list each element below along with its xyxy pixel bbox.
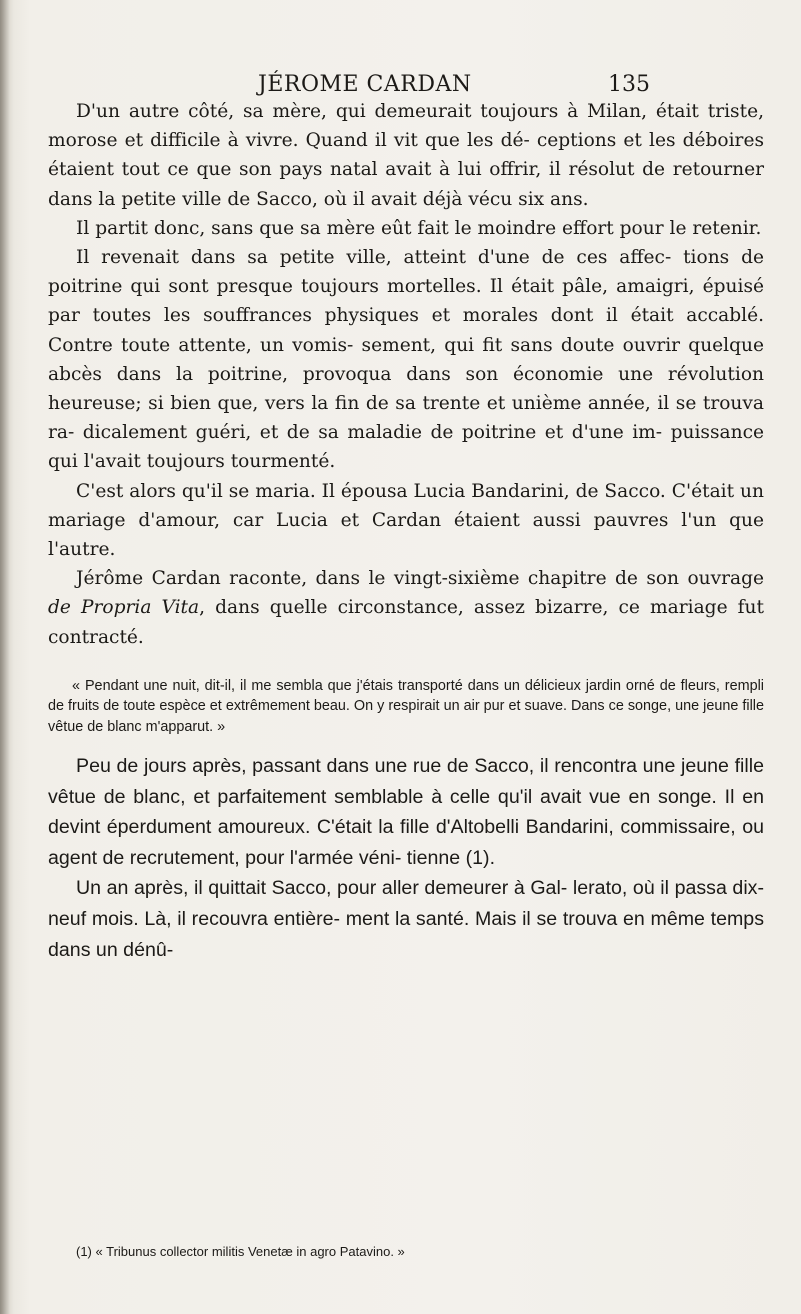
paragraph-5-text-start: Jérôme Cardan raconte, dans le vingt-sixième chapitre de son ouvrage	[76, 568, 764, 590]
paragraph-2: Il partit donc, sans que sa mère eût fait le moindre effort pour le retenir.	[76, 217, 762, 239]
book-title-italic: de Propria Vita	[48, 597, 200, 619]
paragraph-3: Il revenait dans sa petite ville, atteint d'une de ces affec- tions de poitrine qui sont presque toujours mortelles. Il était pâle, amaigri, épuisé par toutes les souffrances physiques et morales dont il était accablé. Contre toute attente, un vomis- sement, qui fit sans doute ouvrir quelque abcès dans la poitrine, provoqua dans son économie une révolution heureuse; si bien que, vers la fin de sa trente et unième année, il se trouva ra- dicalement guéri, et de sa maladie de poitrine et d'une im- puissance qui l'avait toujours tourmenté.	[48, 247, 764, 473]
body-text	[48, 97, 764, 965]
paragraph-4: C'est alors qu'il se maria. Il épousa Lucia Bandarini, de Sacco. C'était un mariage d'amour, car Lucia et Cardan étaient aussi pauvres l'un que l'autre.	[48, 480, 764, 561]
page-number: 135	[608, 72, 650, 97]
dream-quote: « Pendant une nuit, dit-il, il me sembla que j'étais transporté dans un délicieux jardin orné de fleurs, rempli de fruits de toute espèce et extrêmement beau. On y respirait un air pur et suave. Dans ce songe, une jeune fille vêtue de blanc m'apparut. »	[48, 677, 764, 735]
paragraph-5	[48, 564, 764, 652]
page-gutter-shadow	[0, 0, 10, 1314]
paragraph-1: D'un autre côté, sa mère, qui demeurait toujours à Milan, était triste, morose et difficile à vivre. Quand il vit que les dé- ceptions et les déboires étaient tout ce que son pays natal avait à lui offrir, il résolut de retourner dans la petite ville de Sacco, où il avait déjà vécu six ans.	[48, 101, 764, 210]
paragraph-7: Un an après, il quittait Sacco, pour aller demeurer à Gal- lerato, où il passa dix-neuf mois. Là, il recouvra entière- ment la santé. Mais il se trouva en même temps dans un dénû-	[48, 877, 764, 961]
footnote: (1) « Tribunus collector militis Venetæ in agro Patavino. »	[76, 1244, 405, 1259]
paragraph-6: Peu de jours après, passant dans une rue de Sacco, il rencontra une jeune fille vêtue de blanc, et parfaitement semblable à celle qu'il avait vue en songe. Il en devint éperdument amoureux. C'était la fille d'Altobelli Bandarini, commissaire, ou agent de recrutement, pour l'armée véni- tienne (1).	[48, 755, 764, 869]
paragraph-5-text-end: , dans quelle circonstance, assez bizarre, ce mariage fut contracté.	[48, 597, 764, 648]
running-title: JÉROME CARDAN	[258, 72, 472, 97]
